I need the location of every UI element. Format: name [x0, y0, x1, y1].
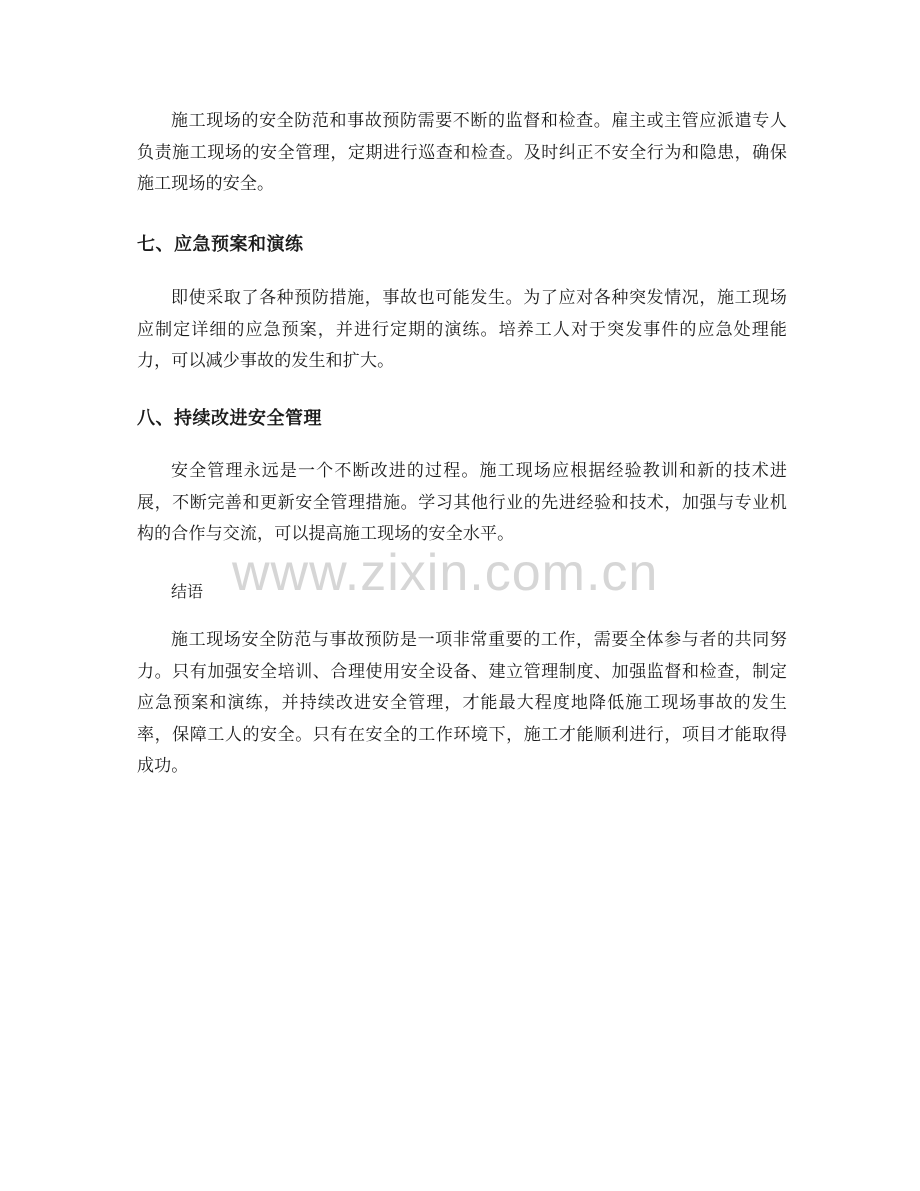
paragraph-emergency-plan: 即使采取了各种预防措施，事故也可能发生。为了应对各种突发情况，施工现场应制定详细的应急预案，并进行定期的演练。培养工人对于突发事件的应急处理能力，可以减少事故的发生和扩大。: [137, 288, 787, 371]
conclusion-label: 结语: [171, 582, 204, 601]
section-heading-continuous-improvement: 八、持续改进安全管理: [137, 408, 322, 429]
watermark: www.zixin.com.cn: [232, 544, 659, 602]
paragraph-supervision: 施工现场的安全防范和事故预防需要不断的监督和检查。雇主或主管应派遣专人负责施工现场的安全管理，定期进行巡查和检查。及时纠正不安全行为和隐患，确保施工现场的安全。: [137, 111, 787, 194]
section-heading-emergency-plan: 七、应急预案和演练: [137, 234, 304, 255]
paragraph-conclusion: 施工现场安全防范与事故预防是一项非常重要的工作，需要全体参与者的共同努力。只有加强安全培训、合理使用安全设备、建立管理制度、加强监督和检查，制定应急预案和演练，并持续改进安全管理，才能最大程度地降低施工现场事故的发生率，保障工人的安全。只有在安全的工作环境下，施工才能顺利进行，项目才能取得成功。: [137, 630, 787, 776]
paragraph-continuous-improvement: 安全管理永远是一个不断改进的过程。施工现场应根据经验教训和新的技术进展，不断完善和更新安全管理措施。学习其他行业的先进经验和技术，加强与专业机构的合作与交流，可以提高施工现场的安全水平。: [137, 461, 787, 544]
